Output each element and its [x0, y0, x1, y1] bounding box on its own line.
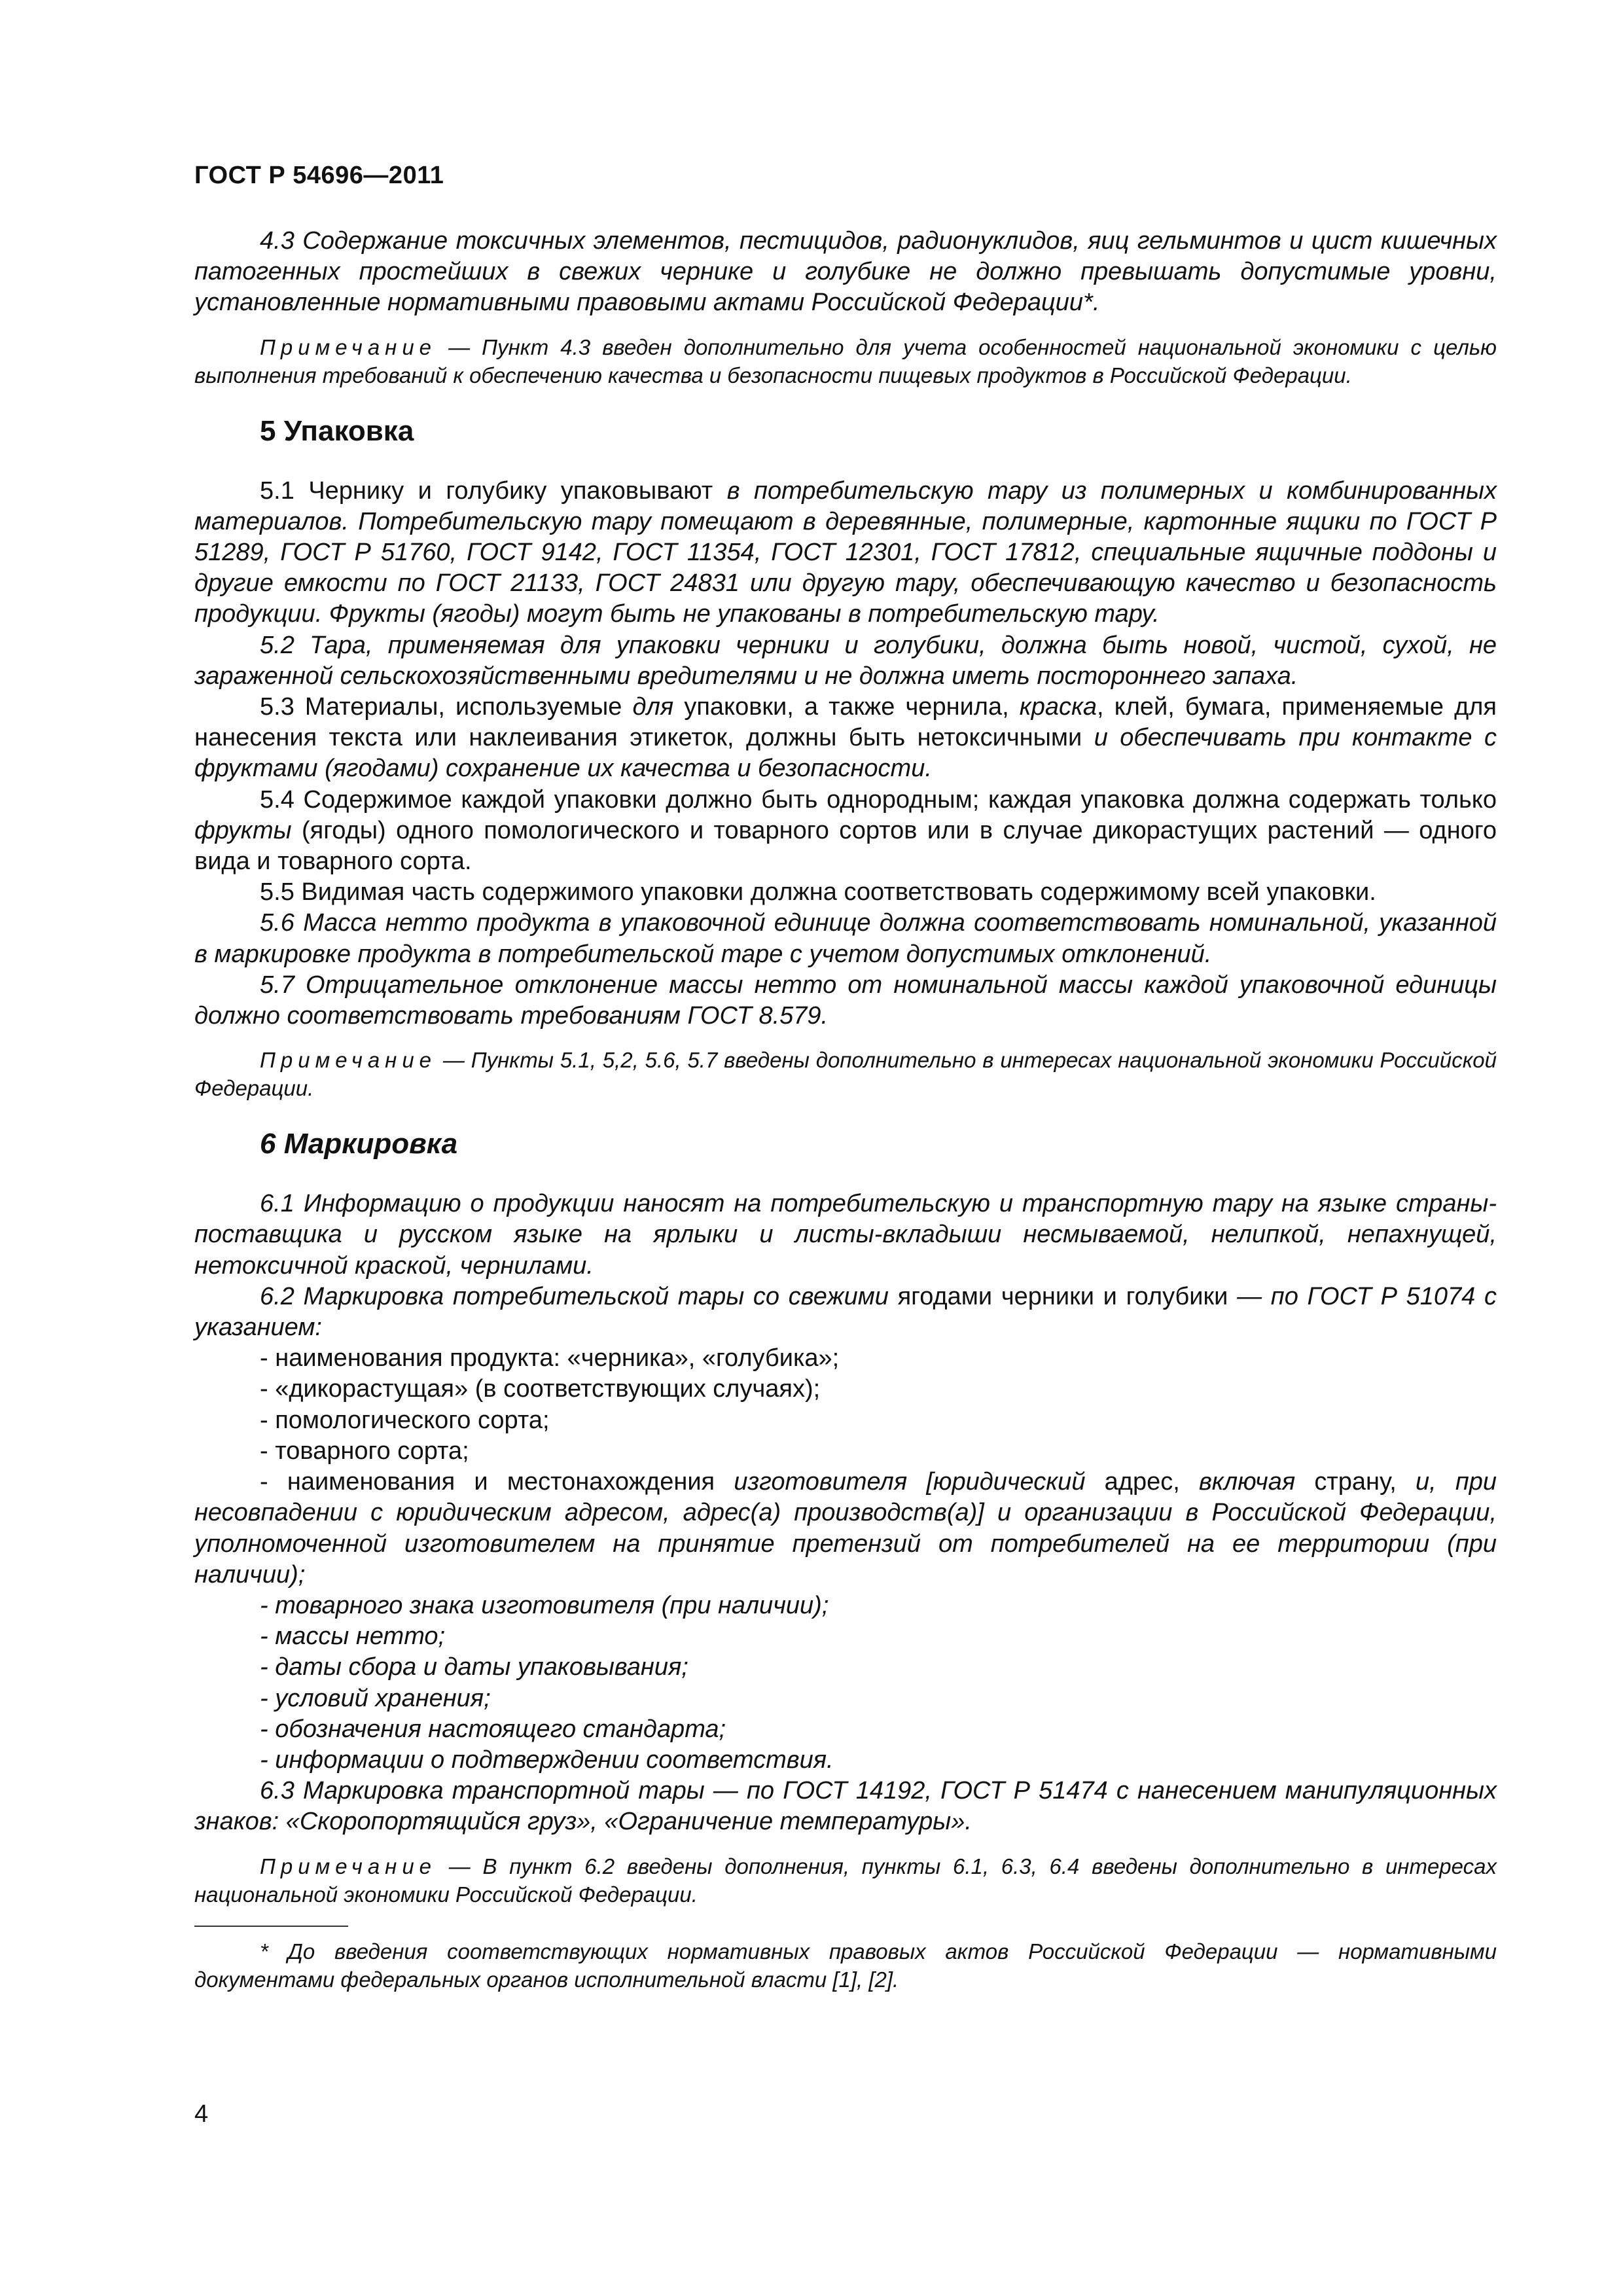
paragraph-5-1-rest: в потребительскую тару из полимерных и комбинированных материалов. Потребительскую тару помещают в деревянные, полимерные, картонные ящики по ГОСТ Р 51289, ГОСТ Р 51760, ГОСТ 9142, ГОСТ 11354, ГОСТ 12301, ГОСТ 17812, специальные ящичные поддоны и другие емкости по ГОСТ 21133, ГОСТ 24831 или другую тару, обеспечивающую качество и безопасность продукции. Фрукты (ягоды) могут быть не упакованы в потребительскую тару. — [194, 476, 1497, 628]
footnote-divider — [194, 1926, 348, 1927]
item5-f: и, при несовпадении с юридическим адресом, адрес(а) производств(а)] и организации в Российской Федерации, уполномоченной изготовителем на принятие претензий от потребителей на ее территории (при наличии); — [194, 1468, 1497, 1588]
section-5-heading: 5 Упаковка — [260, 414, 414, 447]
paragraph-5-5: 5.5 Видимая часть содержимого упаковки должна соответствовать содержимому всей упаковки. — [260, 878, 1376, 906]
paragraph-5-4-b: фрукты — [194, 816, 292, 844]
paragraph-6-1: 6.1 Информацию о продукции наносят на потребительскую и транспортную тару на языке страны-поставщика и русском языке на ярлыки и листы-вкладыши несмываемой, нелипкой, непахнущей, нетоксичной краской, чернилами. — [194, 1190, 1497, 1280]
paragraph-6-2-b: ягодами черники и голубики — [897, 1282, 1228, 1310]
list-item: - товарного сорта; — [260, 1437, 469, 1465]
paragraph-5-7: 5.7 Отрицательное отклонение массы нетто от номинальной массы каждой упаковочной единицы должно соответствовать требованиям ГОСТ 8.579. — [194, 971, 1497, 1030]
paragraph-5-3-b: для — [632, 693, 674, 721]
note-text: — В пункт 6.2 введены дополнения, пункты 6.1, 6.3, 6.4 введены дополнительно в интересах национальной экономики Российской Федерации. — [194, 1854, 1497, 1907]
paragraph-5-3-f: и обеспечивать при контакте с фруктами (ягодами) сохранение их качества и безопасности. — [194, 724, 1497, 783]
document-header: ГОСТ Р 54696—2011 — [194, 162, 444, 189]
paragraph-5-4 — [194, 785, 1497, 878]
paragraph-4-3: 4.3 Содержание токсичных элементов, пестицидов, радионуклидов, яиц гельминтов и цист кишечных патогенных простейших в свежих чернике и голубике не должно превышать допустимые уровни, установленные нормативными правовыми актами Российской Федерации*. — [194, 227, 1497, 317]
paragraph-6-2-c: — по ГОСТ Р 51074 с указанием: — [194, 1282, 1497, 1342]
paragraph-5-3-e: , клей, бумага, применяемые для нанесения текста или наклеивания этикеток, должны быть нетоксичными — [194, 693, 1497, 752]
item5-b: изготовителя [юридический — [734, 1468, 1086, 1496]
note-text: — Пункты 5.1, 5,2, 5.6, 5.7 введены дополнительно в интересах национальной экономики Российской Федерации. — [194, 1048, 1497, 1101]
paragraph-5-3-a: 5.3 Материалы, используемые — [260, 693, 633, 721]
note-label: Примечание — [260, 1854, 437, 1878]
note-5 — [194, 1046, 1497, 1102]
note-label: Примечание — [260, 1048, 437, 1073]
paragraph-5-4-c: (ягоды) одного помологического и товарного сортов или в случае дикорастущих растений — одного вида и товарного сорта. — [194, 816, 1497, 876]
list-item: - информации о подтверждении соответствия. — [260, 1746, 834, 1774]
list-item: - товарного знака изготовителя (при наличии); — [260, 1591, 829, 1619]
section-6-heading: 6 Маркировка — [260, 1128, 458, 1160]
list-item: - даты сбора и даты упаковывания; — [260, 1653, 688, 1681]
note-6 — [194, 1852, 1497, 1909]
paragraph-5-1-start: 5.1 Чернику и голубику упаковывают — [260, 476, 727, 505]
item5-e: страну, — [1295, 1468, 1416, 1496]
footnote: * До введения соответствующих нормативных правовых актов Российской Федерации — нормативными документами федеральных органов исполнительной власти [1], [2]. — [194, 1939, 1497, 1992]
item5-a: - наименования и местонахождения — [260, 1468, 734, 1496]
paragraph-5-4-a: 5.4 Содержимое каждой упаковки должно быть однородным; каждая упаковка должна содержать только — [260, 785, 1497, 814]
note-4-3 — [194, 333, 1497, 389]
document-body — [194, 226, 1497, 1994]
note-label: Примечание — [260, 334, 437, 359]
paragraph-5-3-d: краска — [1019, 693, 1097, 721]
paragraph-5-6: 5.6 Масса нетто продукта в упаковочной единице должна соответствовать номинальной, указанной в маркировке продукта в потребительской таре с учетом допустимых отклонений. — [194, 909, 1497, 968]
list-item: - условий хранения; — [260, 1684, 491, 1712]
paragraph-6-2-a: 6.2 Маркировка потребительской тары со свежими — [260, 1282, 898, 1310]
paragraph-5-2: 5.2 Тара, применяемая для упаковки черники и голубики, должна быть новой, чистой, сухой, не зараженной сельскохозяйственными вредителями и не должна иметь постороннего запаха. — [194, 631, 1497, 690]
paragraph-5-3-c: упаковки, а также чернила, — [673, 693, 1020, 721]
item5-d: включая — [1198, 1468, 1296, 1496]
note-text: — Пункт 4.3 введен дополнительно для учета особенностей национальной экономики с целью выполнения требований к обеспечению качества и безопасности пищевых продуктов в Российской Федерации. — [194, 334, 1497, 387]
page-number: 4 — [194, 2100, 209, 2128]
paragraph-5-3 — [194, 692, 1497, 785]
paragraph-6-3: 6.3 Маркировка транспортной тары — по ГОСТ 14192, ГОСТ Р 51474 с нанесением манипуляционных знаков: «Скоропортящийся груз», «Ограничение температуры». — [194, 1777, 1497, 1836]
list-item: - обозначения настоящего стандарта; — [260, 1715, 726, 1743]
list-item-manufacturer — [194, 1467, 1497, 1590]
list-item: - массы нетто; — [260, 1623, 446, 1651]
list-item: - помологического сорта; — [260, 1406, 550, 1434]
item5-c: адрес, — [1085, 1468, 1199, 1496]
list-item: - «дикорастущая» (в соответствующих случаях); — [260, 1375, 821, 1403]
list-item: - наименования продукта: «черника», «голубика»; — [260, 1344, 840, 1372]
paragraph-5-1 — [194, 476, 1497, 630]
paragraph-6-2 — [194, 1282, 1497, 1343]
